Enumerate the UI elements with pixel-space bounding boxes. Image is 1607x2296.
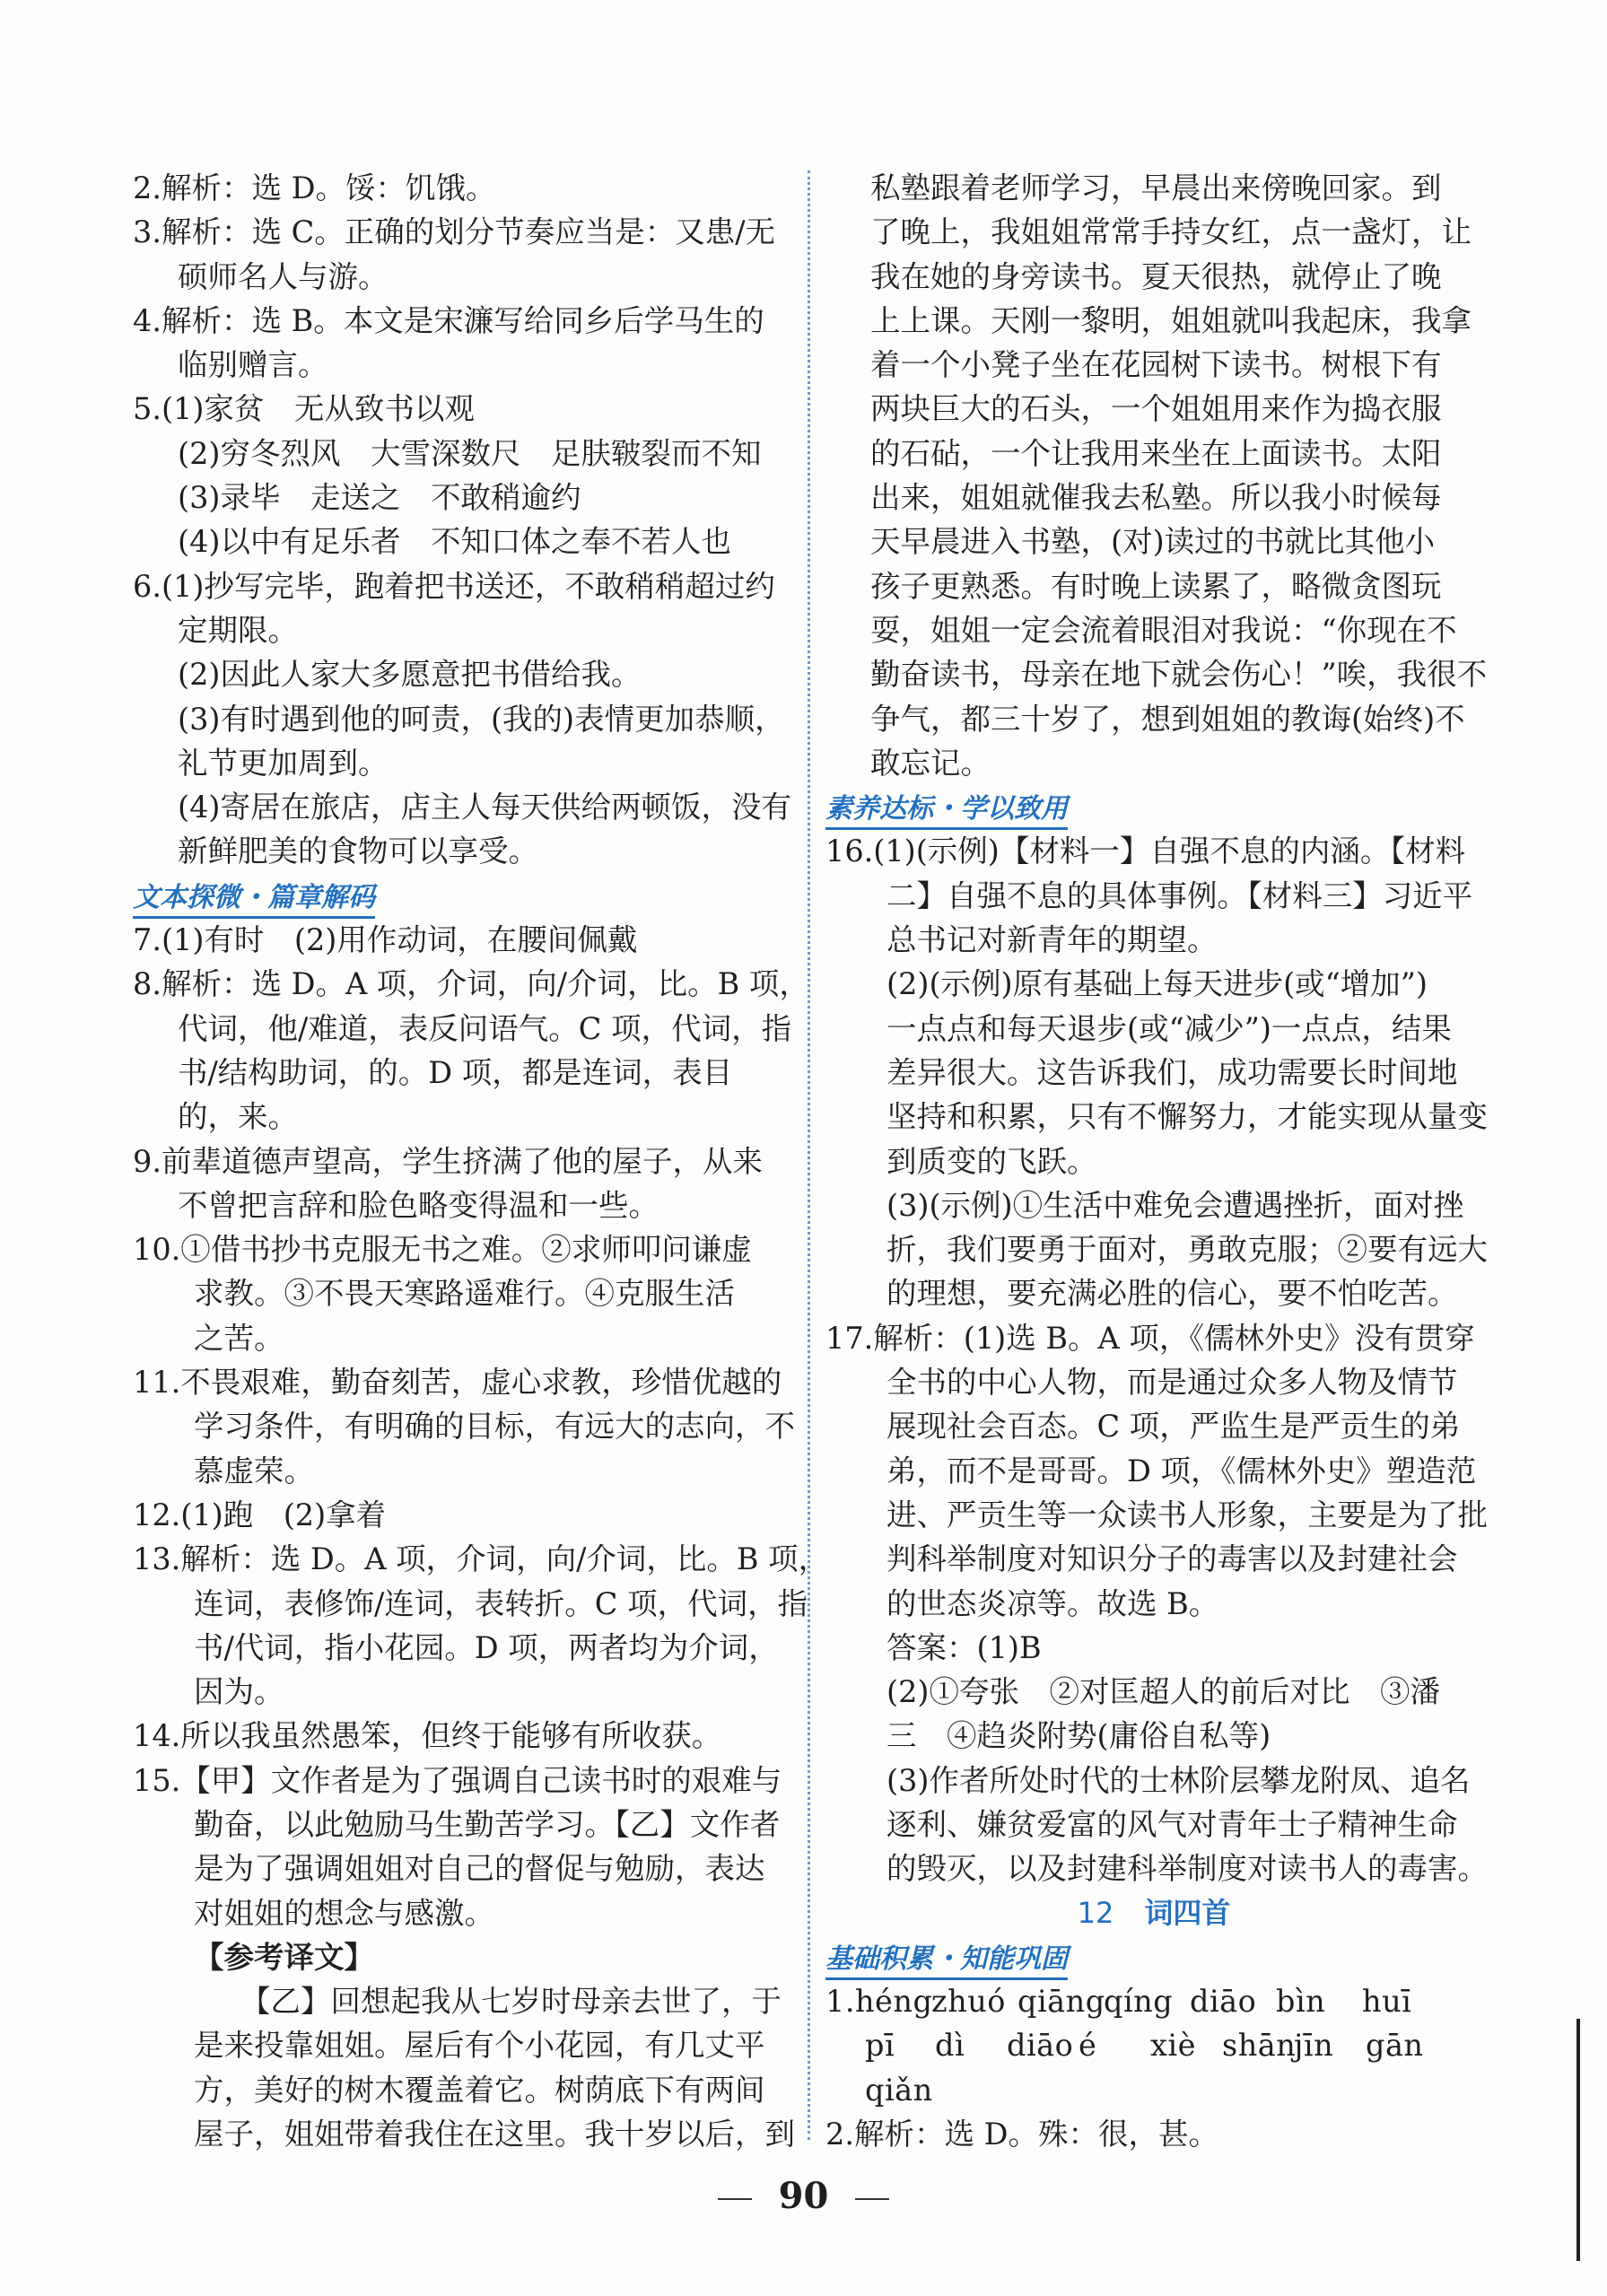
answer-11-cont: 学习条件，有明确的目标，有远大的志向，不 bbox=[194, 1409, 795, 1445]
page-number: 90 bbox=[778, 2175, 829, 2217]
translation-line: 的石砧，一个让我用来坐在上面读书。太阳 bbox=[870, 435, 1442, 471]
translation-line: 私塾跟着老师学习，早晨出来傍晚回家。到 bbox=[870, 170, 1442, 205]
answer-9: 9.前辈道德声望高，学生挤满了他的屋子，从来 bbox=[133, 1143, 763, 1179]
answer-8-cont: 的，来。 bbox=[178, 1099, 298, 1135]
pinyin-syllable: diāo bbox=[1190, 1984, 1257, 2020]
pinyin-syllable: qiāng bbox=[1017, 1984, 1105, 2020]
answer-13-cont: 连词，表修饰/连词，表转折。C 项，代词，指 bbox=[194, 1585, 808, 1621]
answer-13-cont: 因为。 bbox=[194, 1674, 284, 1710]
pinyin-syllable: 1.héng bbox=[825, 1984, 933, 2020]
translation-line: 了晚上，我姐姐常常手持女红，点一盏灯，让 bbox=[870, 214, 1472, 250]
answer-17-answer-cont: 逐利、嫌贫爱富的风气对青年士子精神生命 bbox=[886, 1806, 1458, 1842]
pinyin-syllable: shān bbox=[1222, 2028, 1297, 2064]
left-column bbox=[133, 166, 829, 2156]
answer-17-cont: 判科举制度对知识分子的毒害以及封建社会 bbox=[886, 1541, 1458, 1577]
pinyin-syllable: bìn bbox=[1276, 1984, 1326, 2020]
answer-15-cont: 勤奋，以此勉励马生勤苦学习。【乙】文作者 bbox=[194, 1806, 781, 1842]
answer-16-cont: 差异很大。这告诉我们，成功需要长时间地 bbox=[886, 1054, 1458, 1090]
answer-8-cont: 书/结构助词，的。D 项，都是连词，表目 bbox=[178, 1054, 733, 1090]
translation-line: 敢忘记。 bbox=[870, 745, 991, 781]
answer-5-part4: (4)以中有足乐者 不知口体之奉不若人也 bbox=[178, 524, 731, 560]
answer-17-cont: 全书的中心人物，而是通过众多人物及情节 bbox=[886, 1365, 1458, 1401]
pinyin-syllable: gān bbox=[1366, 2028, 1424, 2064]
translation-line: 勤奋读书，母亲在地下就会伤心！”唉，我很不 bbox=[870, 657, 1488, 693]
answer-6-part2: (2)因此人家大多愿意把书借给我。 bbox=[178, 657, 642, 693]
translation-line: 争气，都三十岁了，想到姐姐的教诲(始终)不 bbox=[870, 701, 1465, 737]
answer-8-cont: 代词，他/难道，表反问语气。C 项，代词，指 bbox=[178, 1010, 792, 1046]
answer-6-part4-cont: 新鲜肥美的食物可以享受。 bbox=[178, 834, 538, 869]
lesson-title: 词四首 bbox=[1144, 1895, 1231, 1930]
translation-line: 方，美好的树木覆盖着它。树荫底下有两间 bbox=[194, 2072, 765, 2108]
answer-6-part3: (3)有时遇到他的呵责，(我的)表情更加恭顺， bbox=[178, 701, 785, 737]
answer-16-cont: 的理想，要充满必胜的信心，要不怕吃苦。 bbox=[886, 1276, 1458, 1312]
reference-translation-title: 【参考译文】 bbox=[194, 1939, 374, 1975]
answer-17-answer-part3: (3)作者所处时代的士林阶层攀龙附凤、追名 bbox=[886, 1762, 1471, 1798]
answer-10: 10.①借书抄书克服无书之难。②求师叩问谦虚 bbox=[133, 1232, 752, 1268]
answer-13: 13.解析：选 D。A 项，介词，向/介词，比。B 项， bbox=[133, 1541, 829, 1577]
answer-15: 15.【甲】文作者是为了强调自己读书时的艰难与 bbox=[133, 1762, 782, 1798]
translation-line: 着一个小凳子坐在花园树下读书。树根下有 bbox=[870, 347, 1442, 383]
answer-11: 11.不畏艰难，勤奋刻苦，虚心求教，珍惜优越的 bbox=[133, 1365, 782, 1401]
answer-6-part4: (4)寄居在旅店，店主人每天供给两顿饭，没有 bbox=[178, 790, 791, 825]
answer-13-cont: 书/代词，指小花园。D 项，两者均为介词， bbox=[194, 1629, 779, 1665]
answer-17-cont: 进、严贡生等一众读书人形象，主要是为了批 bbox=[886, 1497, 1488, 1532]
answer-4-cont: 临别赠言。 bbox=[178, 347, 328, 383]
answer-16-cont: 一点点和每天退步(或“减少”)一点点，结果 bbox=[886, 1010, 1452, 1046]
answer-11-cont: 慕虚荣。 bbox=[194, 1453, 314, 1488]
lesson-number: 12 bbox=[1077, 1895, 1114, 1930]
translation-line: 我在她的身旁读书。夏天很热，就停止了晚 bbox=[870, 258, 1442, 294]
answer-17-answer-part2: (2)①夸张 ②对匡超人的前后对比 ③潘 bbox=[886, 1674, 1440, 1710]
answer-17-cont: 弟，而不是哥哥。D 项，《儒林外史》塑造范 bbox=[886, 1453, 1477, 1488]
answer-2: 2.解析：选 D。馁：饥饿。 bbox=[133, 170, 496, 205]
page-footer bbox=[0, 2175, 1607, 2217]
answer-10-cont: 之苦。 bbox=[194, 1320, 284, 1356]
answer-8: 8.解析：选 D。A 项，介词，向/介词，比。B 项， bbox=[133, 966, 809, 1002]
section-heading-foundation: 基础积累・知能巩固 bbox=[825, 1942, 1068, 1980]
translation-line: 出来，姐姐就催我去私塾。所以我小时候每 bbox=[870, 480, 1442, 516]
pinyin-syllable: huī bbox=[1362, 1984, 1412, 2020]
pinyin-row-3: qiǎn bbox=[865, 2072, 933, 2108]
pinyin-syllable: dì bbox=[935, 2028, 965, 2064]
footer-dash-left bbox=[718, 2198, 752, 2200]
answer-12: 12.(1)跑 (2)拿着 bbox=[133, 1497, 387, 1532]
section-heading-text-exploration: 文本探微・篇章解码 bbox=[133, 880, 375, 919]
answer-5-part3: (3)录毕 走送之 不敢稍逾约 bbox=[178, 480, 581, 516]
answer-14: 14.所以我虽然愚笨，但终于能够有所收获。 bbox=[133, 1718, 722, 1754]
pinyin-syllable: pī bbox=[865, 2028, 895, 2064]
answer-17-answer: 答案：(1)B bbox=[886, 1629, 1042, 1665]
answer-17-cont: 展现社会百态。C 项，严监生是严贡生的弟 bbox=[886, 1409, 1461, 1445]
answer-7: 7.(1)有时 (2)用作动词，在腰间佩戴 bbox=[133, 922, 638, 958]
footer-dash-right bbox=[855, 2198, 889, 2200]
pinyin-syllable: xiè bbox=[1150, 2028, 1196, 2064]
scan-edge-line bbox=[1576, 2019, 1580, 2261]
translation-line: 天早晨进入书塾，(对)读过的书就比其他小 bbox=[870, 524, 1436, 560]
answer-3-cont: 硕师名人与游。 bbox=[178, 258, 389, 294]
pinyin-syllable: diāo bbox=[1007, 2028, 1074, 2064]
translation-line: 孩子更熟悉。有时晚上读累了，略微贪图玩 bbox=[870, 568, 1442, 604]
pinyin-syllable: é bbox=[1079, 2028, 1097, 2064]
answer-10-cont: 求教。③不畏天寒路遥难行。④克服生活 bbox=[194, 1276, 735, 1312]
pinyin-row-1 bbox=[825, 1979, 1482, 2023]
answer-3: 3.解析：选 C。正确的划分节奏应当是：又患/无 bbox=[133, 214, 776, 250]
answer-5: 5.(1)家贫 无从致书以观 bbox=[133, 391, 475, 427]
answer-15-cont: 是为了强调姐姐对自己的督促与勉励，表达 bbox=[194, 1851, 765, 1887]
pinyin-syllable: jīn bbox=[1294, 2028, 1334, 2064]
answer-16-cont: 坚持和积累，只有不懈努力，才能实现从量变 bbox=[886, 1099, 1488, 1135]
answer-16-part2: (2)(示例)原有基础上每天进步(或“增加”) bbox=[886, 966, 1428, 1002]
translation-line: 屋子，姐姐带着我住在这里。我十岁以后，到 bbox=[194, 2117, 795, 2152]
column-divider bbox=[808, 170, 810, 2140]
answer-5-part2: (2)穷冬烈风 大雪深数尺 足肤皲裂而不知 bbox=[178, 435, 762, 471]
pinyin-syllable: zhuó bbox=[931, 1984, 1006, 2020]
answer-16-part3: (3)(示例)①生活中难免会遭遇挫折，面对挫 bbox=[886, 1187, 1464, 1223]
answer-2-lesson12: 2.解析：选 D。殊：很，甚。 bbox=[825, 2117, 1218, 2152]
answer-15-cont: 对姐姐的想念与感激。 bbox=[194, 1895, 494, 1931]
translation-line: 两块巨大的石头，一个姐姐用来作为捣衣服 bbox=[870, 391, 1442, 427]
translation-line: 上上课。天刚一黎明，姐姐就叫我起床，我拿 bbox=[870, 302, 1472, 338]
answer-6-cont: 定期限。 bbox=[178, 612, 298, 648]
answer-16-cont: 总书记对新青年的期望。 bbox=[886, 922, 1218, 958]
translation-line: 是来投靠姐姐。屋后有个小花园，有几丈平 bbox=[194, 2028, 765, 2064]
answer-17-answer-cont: 的毁灭，以及封建科举制度对读书人的毒害。 bbox=[886, 1851, 1488, 1887]
answer-6-part3-cont: 礼节更加周到。 bbox=[178, 745, 389, 781]
answer-16-cont: 二】自强不息的具体事例。【材料三】习近平 bbox=[886, 877, 1473, 913]
translation-line: 耍，姐姐一定会流着眼泪对我说：“你现在不 bbox=[870, 612, 1457, 648]
answer-17-cont: 的世态炎凉等。故选 B。 bbox=[886, 1585, 1219, 1621]
answer-6: 6.(1)抄写完毕，跑着把书送还，不敢稍稍超过约 bbox=[133, 568, 775, 604]
translation-paragraph: 【乙】回想起我从七岁时母亲去世了，于 bbox=[240, 1984, 782, 2020]
answer-16-cont: 折，我们要勇于面对，勇敢克服；②要有远大 bbox=[886, 1232, 1488, 1268]
answer-17: 17.解析：(1)选 B。A 项，《儒林外史》没有贯穿 bbox=[825, 1320, 1475, 1356]
answer-16-cont: 到质变的飞跃。 bbox=[886, 1143, 1097, 1179]
section-heading-literacy: 素养达标・学以致用 bbox=[825, 791, 1068, 830]
lesson-heading bbox=[825, 1891, 1482, 1935]
answer-17-answer-cont: 三 ④趋炎附势(庸俗自私等) bbox=[886, 1718, 1271, 1754]
pinyin-syllable: qíng bbox=[1104, 1984, 1174, 2020]
answer-9-cont: 不曾把言辞和脸色略变得温和一些。 bbox=[178, 1187, 659, 1223]
answer-16: 16.(1)(示例)【材料一】自强不息的内涵。【材料 bbox=[825, 834, 1466, 869]
right-column bbox=[825, 166, 1488, 2156]
pinyin-row-2 bbox=[825, 2023, 1482, 2067]
answer-4: 4.解析：选 B。本文是宋濂写给同乡后学马生的 bbox=[133, 302, 764, 338]
